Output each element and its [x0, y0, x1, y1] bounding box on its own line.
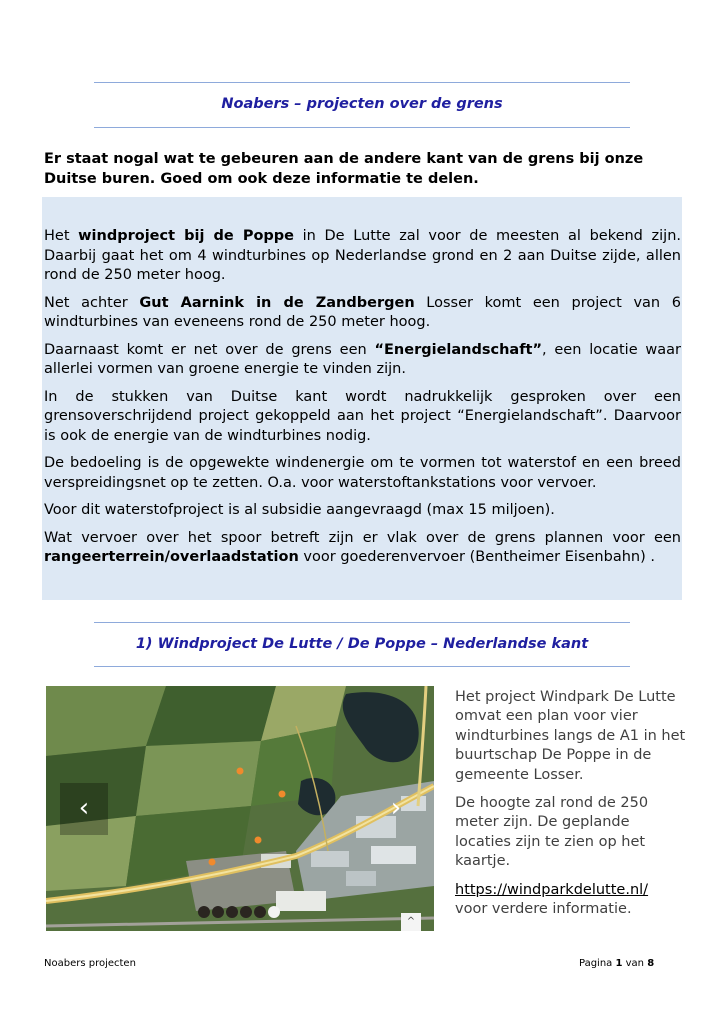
collapse-caret-icon[interactable]: ^ — [401, 913, 421, 931]
carousel-dot-3[interactable] — [226, 906, 238, 918]
box-paragraph-2: Net achter Gut Aarnink in de Zandbergen Losser komt een project van 6 windturbines van eveneens rond de 250 meter hoog. — [44, 294, 681, 330]
carousel-next-button[interactable]: › — [390, 793, 402, 823]
section2-top-rule — [94, 622, 630, 623]
side-paragraph-2: De hoogte zal rond de 250 meter zijn. De geplande locaties zijn te zien op het kaartje. — [455, 795, 649, 870]
section2-title: 1) Windproject De Lutte / De Poppe – Nederlandse kant — [135, 636, 589, 652]
box-paragraph-1: Het windproject bij de Poppe in De Lutte zal voor de meesten al bekend zijn. Daarbij gaat het om 4 windturbines op Nederlandse grond en 2 aan Duitse zijde, allen rond de 250 meter hoog. — [44, 228, 681, 283]
section2-bottom-rule — [94, 666, 630, 667]
windpark-link[interactable]: https://windparkdelutte.nl/ — [455, 881, 649, 898]
footer-title: Noabers projecten — [44, 958, 136, 969]
highlight-gut-aarnink: Gut Aarnink in de Zandbergen — [139, 294, 415, 311]
side-paragraph-4: voor verdere informatie. — [455, 901, 632, 918]
highlight-rangeerterrein: rangeerterrein/overlaadstation — [44, 549, 299, 565]
box-paragraph-5: De bedoeling is de opgewekte windenergie om te vormen tot waterstof en een breed verspreidingsnet op te zetten. O.a. voor waterstoftankstations voor vervoer. — [44, 455, 681, 491]
carousel-dot-6[interactable] — [268, 906, 280, 918]
box-paragraph-6: Voor dit waterstofproject is al subsidie aangevraagd (max 15 miljoen). — [44, 502, 555, 518]
box-paragraph-7: Wat vervoer over het spoor betreft zijn er vlak over de grens plannen voor een rangeerterrein/overlaadstation voor goederenvervoer (Bentheimer Eisenbahn) . — [44, 529, 681, 565]
box-paragraph-3: Daarnaast komt er net over de grens een “Energielandschaft”, een locatie waar allerlei vormen van groene energie te vinden zijn. — [44, 341, 682, 377]
highlight-energielandschaft: “Energielandschaft” — [374, 341, 542, 358]
carousel-dot-1[interactable] — [198, 906, 210, 918]
intro-paragraph: Er staat nogal wat te gebeuren aan de andere kant van de grens bij onze Duitse buren. Goed om ook deze informatie te delen. — [44, 151, 644, 187]
side-paragraph-3 — [455, 881, 687, 900]
carousel-dot-4[interactable] — [240, 906, 252, 918]
section1-top-rule — [94, 82, 630, 83]
highlight-windproject: windproject bij de Poppe — [78, 228, 295, 244]
info-box — [42, 197, 682, 600]
carousel-dot-2[interactable] — [212, 906, 224, 918]
page-number: Pagina 1 van 8 — [579, 958, 655, 969]
carousel-dots — [198, 901, 282, 915]
aerial-map-carousel[interactable] — [46, 686, 434, 931]
windpark-description — [455, 688, 687, 928]
side-paragraph-1: Het project Windpark De Lutte omvat een plan voor vier windturbines langs de A1 in het buurtschap De Poppe in de gemeente Losser. — [455, 689, 686, 783]
section1-bottom-rule — [94, 127, 630, 128]
box-paragraph-4: In de stukken van Duitse kant wordt nadrukkelijk gesproken over een grensoverschrijdend project gekoppeld aan het project “Energielandschaft”. Daarvoor is ook de energie van de windturbines nodig. — [44, 388, 681, 444]
carousel-prev-button[interactable]: ‹ — [60, 783, 108, 835]
carousel-dot-5[interactable] — [254, 906, 266, 918]
section1-title: Noabers – projecten over de grens — [221, 96, 503, 112]
